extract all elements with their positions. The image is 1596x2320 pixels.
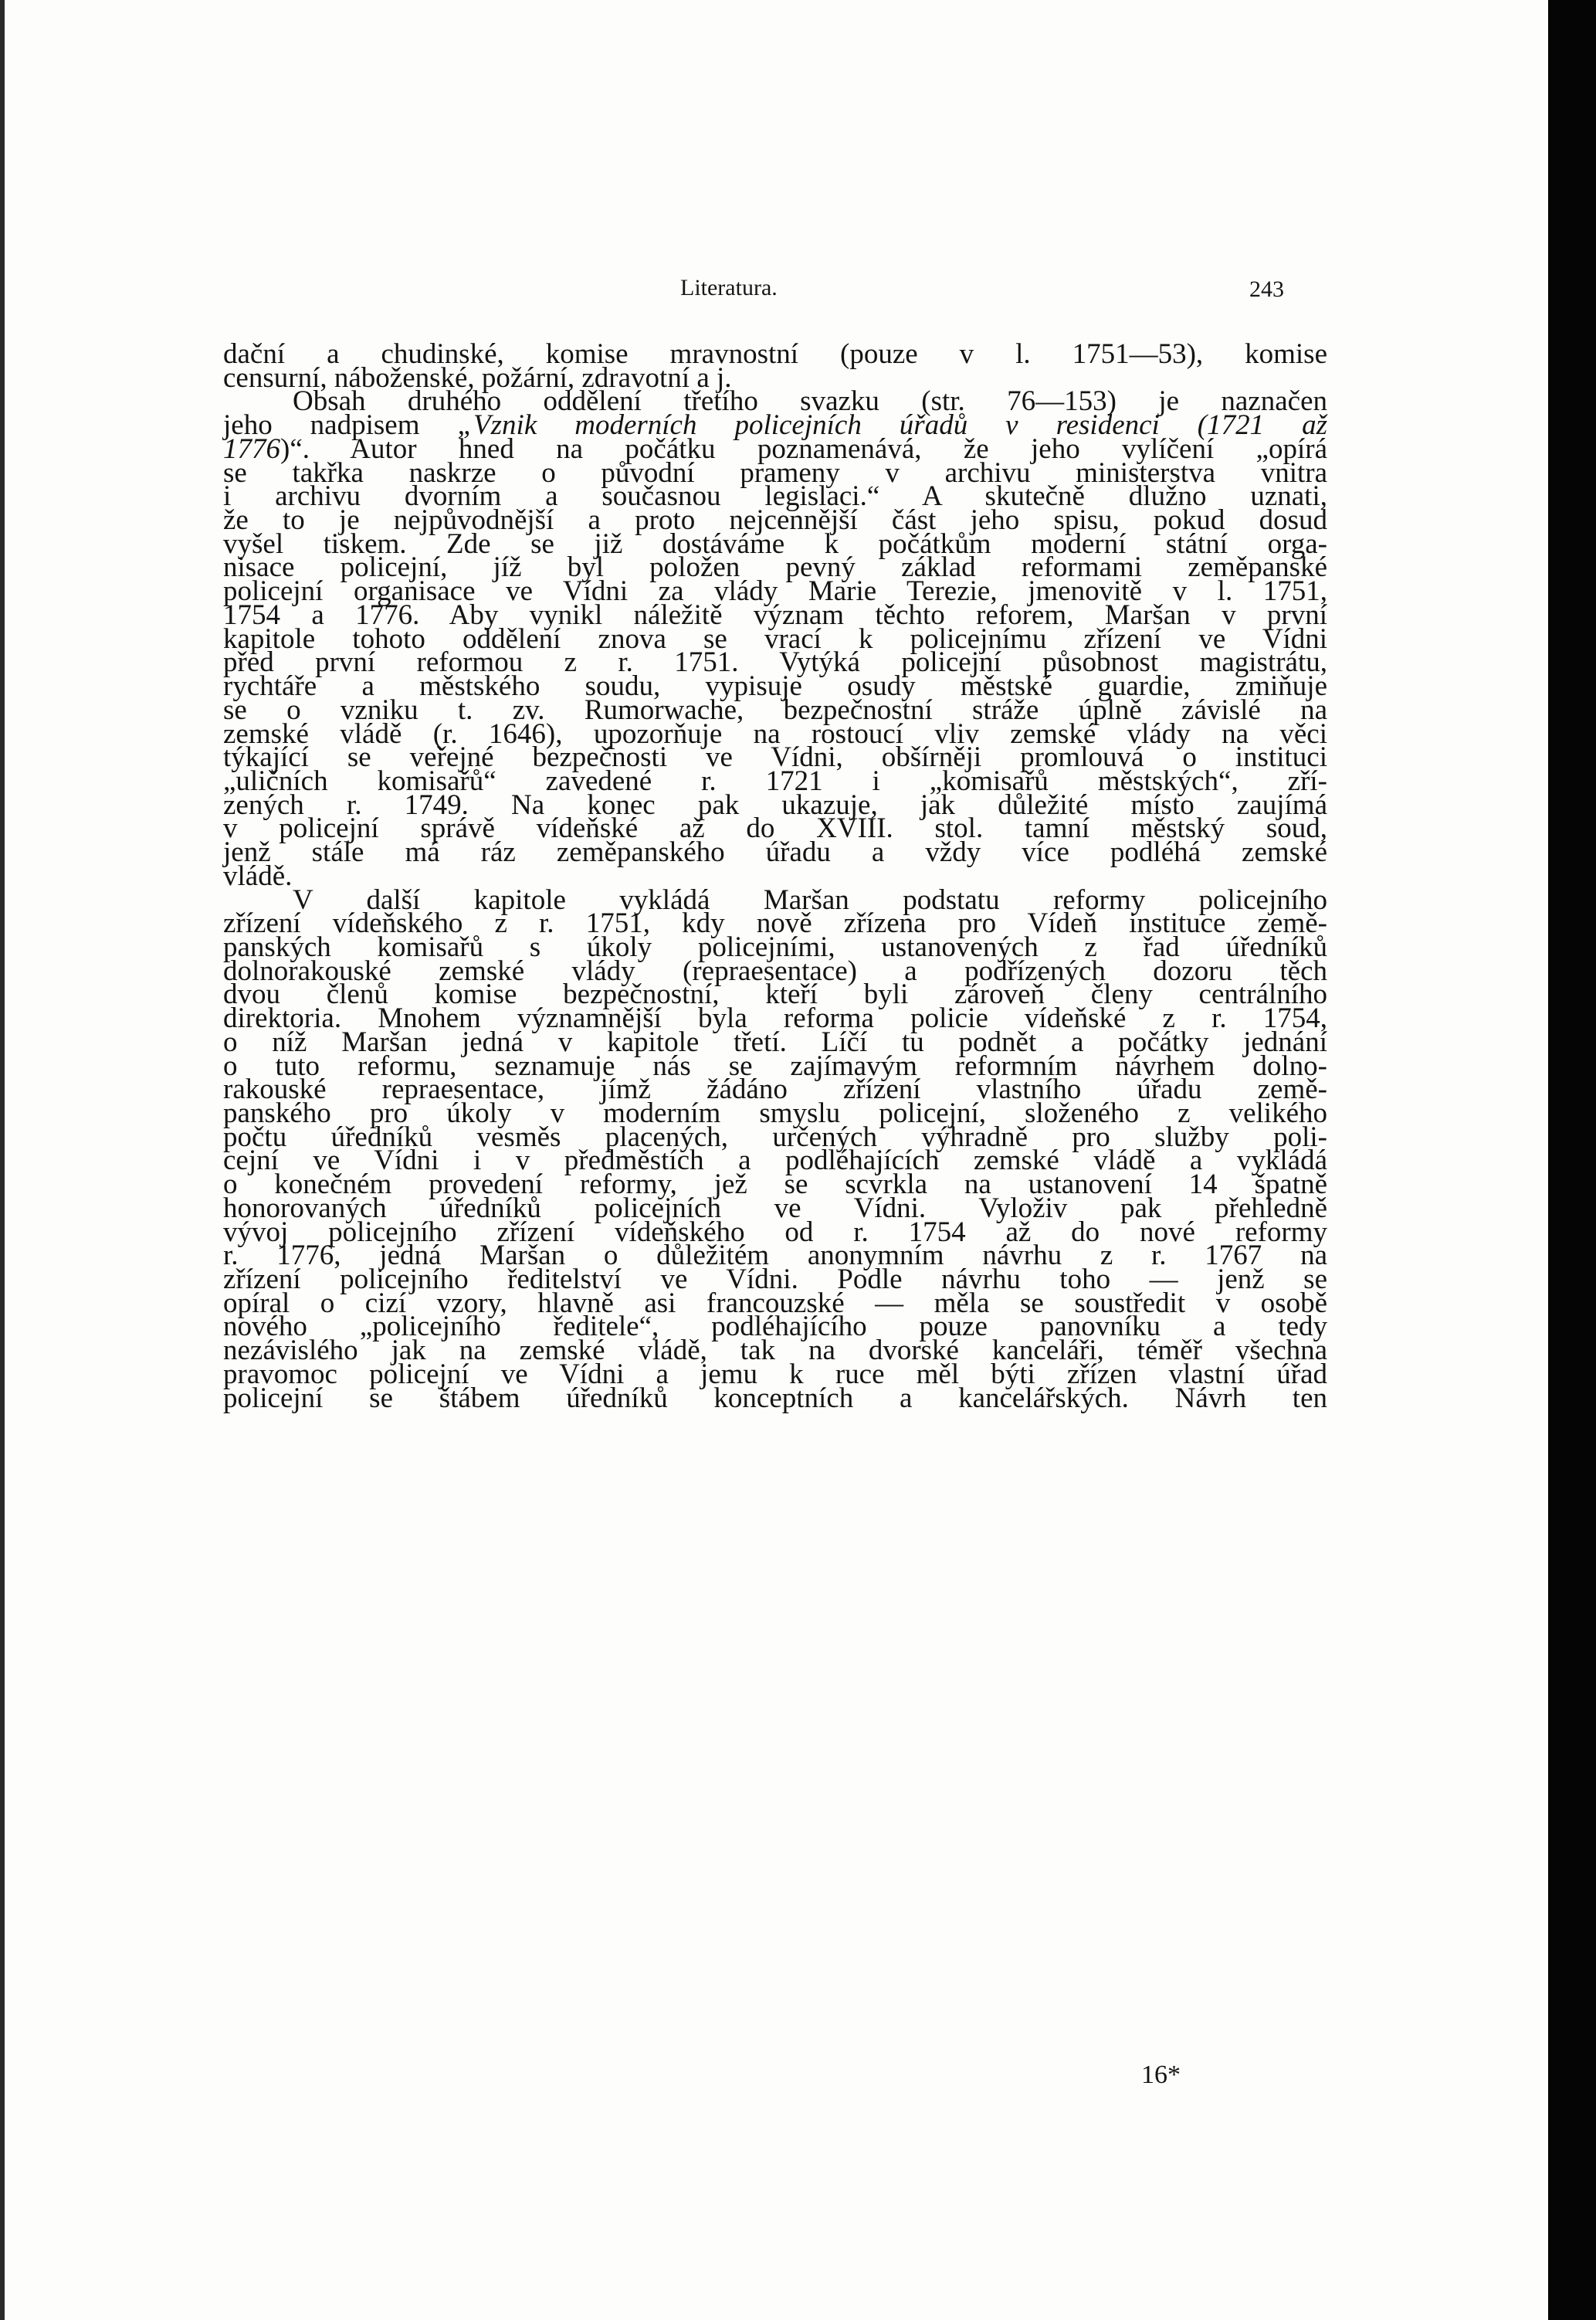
text-line: se o vzniku t. zv. Rumorwache, bezpečnostní stráže úplně závislé na — [223, 694, 1327, 726]
text-line: pravomoc policejní ve Vídni a jemu k ruce měl býti zřízen vlastní úřad — [223, 1358, 1327, 1390]
running-title: Literatura. — [680, 275, 778, 300]
text-line: v policejní správě vídeňské až do XVIII. stol. tamní městský soud, — [223, 812, 1327, 845]
page-number: 243 — [1249, 276, 1284, 302]
text-line: policejní organisace ve Vídni za vlády Marie Terezie, jmenovitě v l. 1751, — [223, 575, 1327, 608]
text-line: kapitole tohoto oddělení znova se vrací k policejnímu zřízení ve Vídni — [223, 622, 1327, 655]
text-line: r. 1776, jedná Maršan o důležitém anonymním návrhu z r. 1767 na — [223, 1240, 1327, 1272]
text-line: honorovaných úředníků policejních ve Vídni. Vyloživ pak přehledně — [223, 1192, 1327, 1224]
text-line: dvou členů komise bezpečnostní, kteří byli zároveň členy centrálního — [223, 979, 1327, 1011]
text-line: o konečném provedení reformy, jež se scvrkla na ustanovení 14 špatně — [223, 1168, 1327, 1201]
text-line: vládě. — [223, 860, 293, 892]
text-line: že to je nejpůvodnější a proto nejcennější část jeho spisu, pokud dosud — [223, 504, 1327, 537]
text-line: vyšel tiskem. Zde se již dostáváme k počátkům moderní státní orga- — [223, 527, 1327, 560]
text-line: „uličních komisařů“ zavedené r. 1721 i „komisařů městských“, zří- — [223, 765, 1327, 797]
text-line: Obsah druhého oddělení třetího svazku (str. 76—153) je naznačen — [293, 385, 1327, 418]
text-line: dolnorakouské zemské vlády (repraesentace) a podřízených dozoru těch — [223, 955, 1327, 987]
text-fragment: )“. Autor hned na počátku poznamenává, že jeho vylíčení „opírá — [280, 432, 1327, 465]
text-line: cejní ve Vídni i v předměstích a podléhajících zemské vládě a vykládá — [223, 1145, 1327, 1177]
text-line: rychtáře a městského soudu, vypisuje osudy městské guardie, zmiňuje — [223, 670, 1327, 703]
text-line: před první reformou z r. 1751. Vytýká policejní působnost magistrátu, — [223, 646, 1327, 679]
text-line: policejní se štábem úředníků konceptních a kancelářských. Návrh ten — [223, 1382, 1327, 1414]
text-line: zených r. 1749. Na konec pak ukazuje, jak důležité místo zaujímá — [223, 789, 1327, 821]
text-line: dační a chudinské, komise mravnostní (pouze v l. 1751—53), komise — [223, 338, 1327, 370]
text-line: i archivu dvorním a současnou legislaci.“ A skutečně dlužno uznati, — [223, 480, 1327, 513]
text-line: jenž stále má ráz zeměpanského úřadu a vždy více podléhá zemské — [223, 836, 1327, 869]
text-line: panských komisařů s úkoly policejními, ustanovených z řad úředníků — [223, 931, 1327, 963]
text-line: opíral o cizí vzory, hlavně asi francouzské — měla se soustředit v osobě — [223, 1287, 1327, 1319]
body-text — [223, 338, 1328, 1414]
text-line: direktoria. Mnohem významnější byla reforma policie vídeňské z r. 1754, — [223, 1002, 1327, 1035]
text-line: 1754 a 1776. Aby vynikl náležitě význam těchto reforem, Maršan v první — [223, 599, 1327, 631]
work-title: „Vznik moderních policejních úřadů v residenci (1721 až — [457, 409, 1328, 442]
text-line: se takřka naskrze o původní prameny v archivu ministerstva vnitra — [223, 456, 1327, 489]
signature-mark: 16* — [1141, 2061, 1181, 2089]
text-line: rakouské repraesentace, jímž žádáno zřízení vlastního úřadu země- — [223, 1074, 1327, 1106]
scan-border-right — [1548, 0, 1596, 2320]
page-header — [5, 275, 1548, 314]
text-line: V další kapitole vykládá Maršan podstatu reformy policejního — [293, 884, 1327, 916]
text-line: vývoj policejního zřízení vídeňského od r. 1754 až do nové reformy — [223, 1216, 1327, 1248]
text-fragment: jeho nadpisem — [223, 409, 420, 442]
text-line: nového „policejního ředitele“, podléhajícího pouze panovníku a tedy — [223, 1311, 1327, 1343]
text-line: panského pro úkoly v moderním smyslu policejní, složeného z velikého — [223, 1097, 1327, 1129]
text-line: o tuto reformu, seznamuje nás se zajímavým reformním návrhem dolno- — [223, 1050, 1327, 1082]
text-line: o níž Maršan jedná v kapitole třetí. Líčí tu podnět a počátky jednání — [223, 1026, 1327, 1058]
text-line: zřízení policejního ředitelství ve Vídni. Podle návrhu toho — jenž se — [223, 1263, 1327, 1296]
text-line: nisace policejní, jíž byl položen pevný základ reformami zeměpanské — [223, 551, 1327, 584]
text-line: zemské vládě (r. 1646), upozorňuje na rostoucí vliv zemské vlády na věci — [223, 717, 1327, 750]
text-line: počtu úředníků vesměs placených, určených výhradně pro služby poli- — [223, 1121, 1327, 1153]
work-title-end: 1776 — [223, 432, 280, 465]
text-line: censurní, náboženské, požární, zdravotní a j. — [223, 361, 732, 394]
book-page — [5, 0, 1548, 2320]
text-line: zřízení vídeňského z r. 1751, kdy nově zřízena pro Vídeň instituce země- — [223, 907, 1327, 940]
text-line: nezávislého jak na zemské vládě, tak na dvorské kanceláři, téměř všechna — [223, 1335, 1327, 1367]
text-line: týkající se veřejné bezpečnosti ve Vídni, obšírněji promlouvá o instituci — [223, 741, 1327, 774]
